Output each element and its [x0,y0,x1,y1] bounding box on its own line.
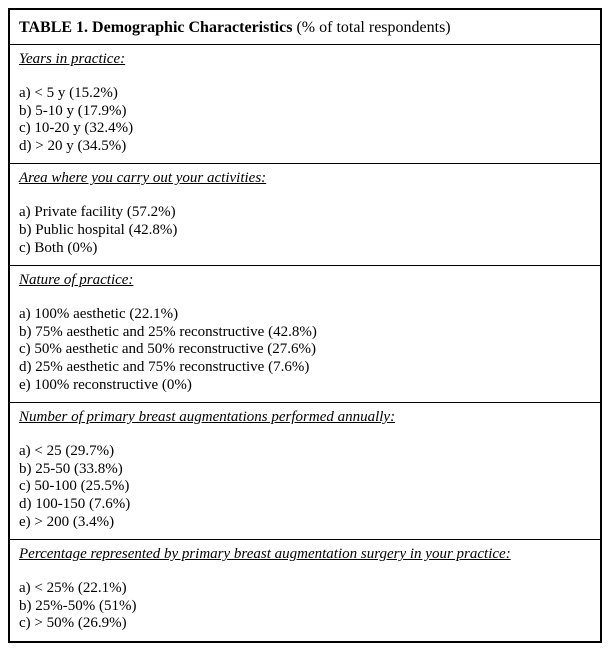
section-item: b) 25%-50% (51%) [19,597,137,614]
section-item-list [19,204,591,257]
section-heading: Area where you carry out your activities: [19,170,267,187]
table-section-row [10,539,600,641]
section-item: a) < 25% (22.1%) [19,580,127,597]
section-item: e) > 200 (3.4%) [19,513,115,530]
section-item: a) 100% aesthetic (22.1%) [19,306,179,323]
section-item: a) Private facility (57.2%) [19,204,176,221]
table-sections [10,44,600,641]
section-item: d) 25% aesthetic and 75% reconstructive (7.6%) [19,358,310,375]
table-title-normal: (% of total respondents) [292,19,451,36]
section-item-list [19,443,591,531]
section-item: c) 50% aesthetic and 50% reconstructive (27.6%) [19,341,316,358]
section-item: b) Public hospital (42.8%) [19,221,178,238]
section-heading: Years in practice: [19,51,126,67]
section-item: a) < 5 y (15.2%) [19,85,118,101]
section-item: c) > 50% (26.9%) [19,615,127,632]
section-item: d) > 20 y (34.5%) [19,137,127,154]
table-title-bold: TABLE 1. Demographic Characteristics [19,19,293,36]
section-heading: Percentage represented by primary breast augmentation surgery in your practice: [19,546,511,563]
section-item-list [19,306,591,394]
table-section-row [10,265,600,402]
table-section-row [10,163,600,265]
section-item: e) 100% reconstructive (0%) [19,376,192,393]
section-item: c) 50-100 (25.5%) [19,478,130,495]
section-heading: Number of primary breast augmentations performed annually: [19,409,396,426]
table-title [10,10,600,44]
section-item: a) < 25 (29.7%) [19,443,115,460]
section-item: c) 10-20 y (32.4%) [19,120,134,137]
section-item: c) Both (0%) [19,239,98,256]
section-item-list [19,85,591,155]
section-item: b) 75% aesthetic and 25% reconstructive (42.8%) [19,323,317,340]
section-heading: Nature of practice: [19,272,134,289]
demographic-table [8,8,602,643]
section-item: d) 100-150 (7.6%) [19,495,131,512]
section-item-list [19,580,591,633]
section-item: b) 25-50 (33.8%) [19,460,123,477]
table-section-row [10,44,600,163]
section-item: b) 5-10 y (17.9%) [19,102,127,119]
table-section-row [10,402,600,539]
